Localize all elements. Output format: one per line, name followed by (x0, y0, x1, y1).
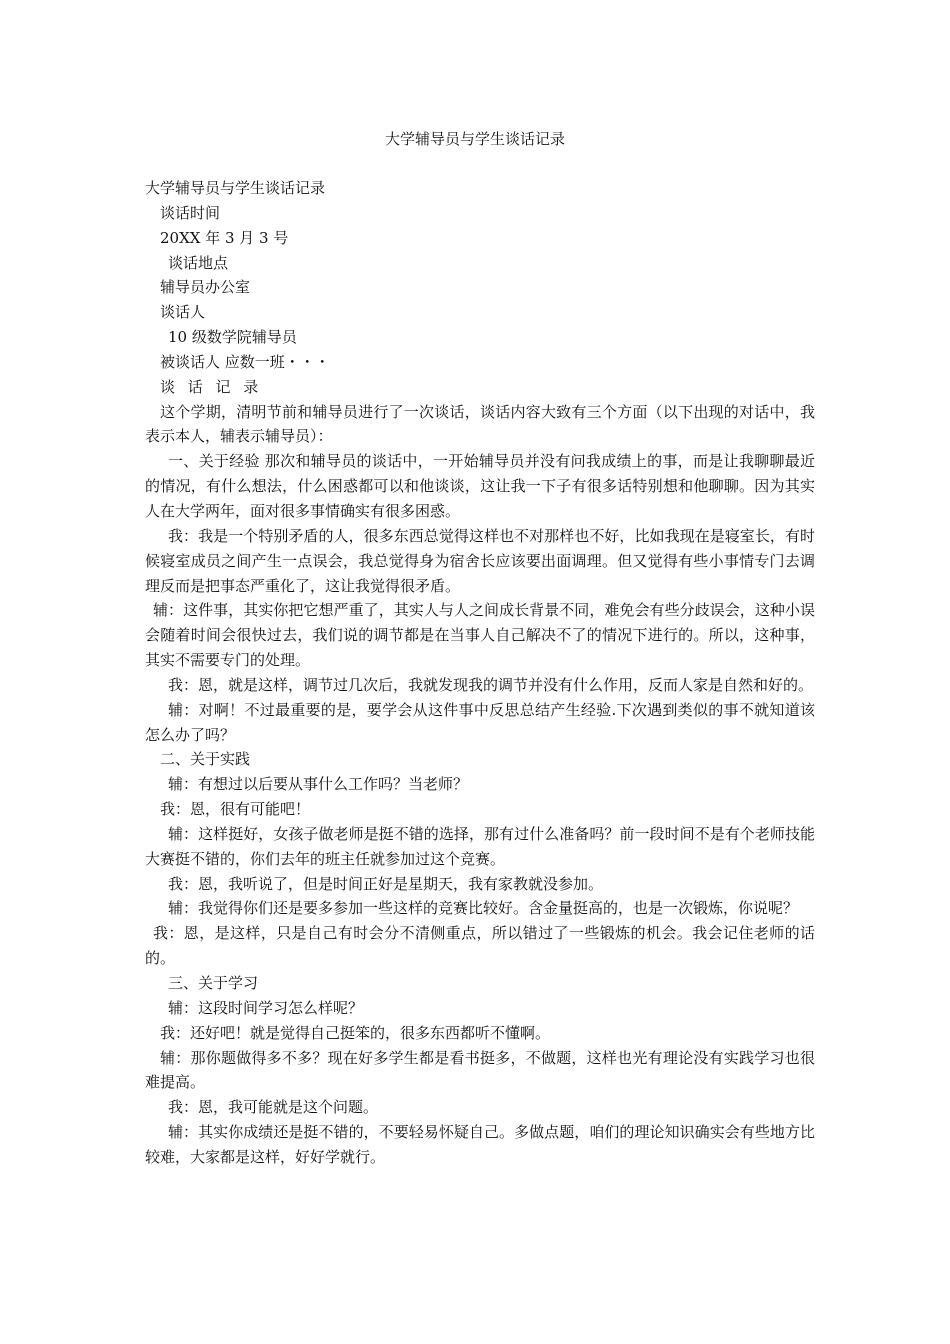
section3-heading: 三、关于学习 (168, 974, 259, 992)
place-label: 谈话地点 (168, 253, 229, 272)
speaker-value: 10 级数学院辅导员 (168, 328, 297, 347)
record-label: 谈 话 记 录 (160, 377, 263, 396)
section2-paragraph: 辅：我觉得你们还是要多参加一些这样的竞赛比较好。含金量挺高的，也是一次锻炼，你说呢？ (168, 899, 799, 918)
document-body (145, 176, 815, 1170)
section3-paragraph: 我：恩，我可能就是这个问题。 (168, 1098, 379, 1117)
section2-paragraph: 我：恩，我听说了，但是时间正好是星期天，我有家教就没参加。 (168, 874, 604, 893)
section1-paragraph: 辅：对啊！不过最重要的是，要学会从这件事中反思总结产生经验.下次遇到类似的事不就知道该怎么办了吗？ (145, 700, 815, 744)
section1-paragraph: 辅：这件事，其实你把它想严重了，其实人与人之间成长背景不同，难免会有些分歧误会，这种小误会随着时间会很快过去，我们说的调节都是在当事人自己解决不了的情况下进行的。所以，这种事，其实不需要专门的处理。 (145, 601, 815, 670)
interviewee-line: 被谈话人 应数一班・・・ (160, 352, 330, 371)
place-value: 辅导员办公室 (160, 278, 251, 297)
section2-paragraph: 辅：这样挺好，女孩子做老师是挺不错的选择，那有过什么准备吗？前一段时间不是有个老师技能大赛挺不错的，你们去年的班主任就参加过这个竞赛。 (145, 824, 815, 868)
section1-paragraph: 我：我是一个特别矛盾的人，很多东西总觉得这样也不对那样也不好，比如我现在是寝室长，有时候寝室成员之间产生一点误会，我总觉得身为宿舍长应该要出面调理。但又觉得有些小事情专门去调理反而是把事态严重化了，这让我觉得很矛盾。 (145, 526, 815, 595)
section2-paragraph: 辅：有想过以后要从事什么工作吗？当老师？ (168, 775, 469, 794)
section2-paragraph: 我：恩，是这样，只是自己有时会分不清侧重点，所以错过了一些锻炼的机会。我会记住老师的话的。 (145, 924, 815, 968)
section2-heading: 二、关于实践 (160, 750, 251, 769)
section2-paragraph: 我：恩，很有可能吧！ (160, 800, 311, 819)
section1-paragraph: 一、关于经验 那次和辅导员的谈话中，一开始辅导员并没有问我成绩上的事，而是让我聊聊最近的情况，有什么想法，什么困惑都可以和他谈谈，这让我一下子有很多话特别想和他聊聊。因为其实人在大学两年，面对很多事情确实有很多困惑。 (145, 452, 815, 520)
document-subtitle: 大学辅导员与学生谈话记录 (145, 179, 326, 197)
section3-paragraph: 辅：这段时间学习怎么样呢？ (168, 998, 364, 1017)
time-label: 谈话时间 (160, 203, 221, 222)
section3-paragraph: 辅：那你题做得多不多？现在好多学生都是看书挺多，不做题，这样也光有理论没有实践学习也很难提高。 (145, 1048, 815, 1092)
intro-paragraph: 这个学期，清明节前和辅导员进行了一次谈话，谈话内容大致有三个方面（以下出现的对话中，我表示本人，辅表示辅导员）： (145, 402, 815, 446)
section3-paragraph: 我：还好吧！就是觉得自己挺笨的，很多东西都听不懂啊。 (160, 1023, 551, 1042)
time-value: 20XX 年 3 月 3 号 (160, 228, 289, 247)
section3-paragraph: 辅：其实你成绩还是挺不错的，不要轻易怀疑自己。多做点题，咱们的理论知识确实会有些地方比较难，大家都是这样，好好学就行。 (145, 1123, 815, 1166)
document-title: 大学辅导员与学生谈话记录 (384, 130, 565, 148)
speaker-label: 谈话人 (160, 303, 206, 322)
section1-paragraph: 我：恩，就是这样，调节过几次后，我就发现我的调节并没有什么作用，反而人家是自然和好的。 (168, 675, 814, 694)
